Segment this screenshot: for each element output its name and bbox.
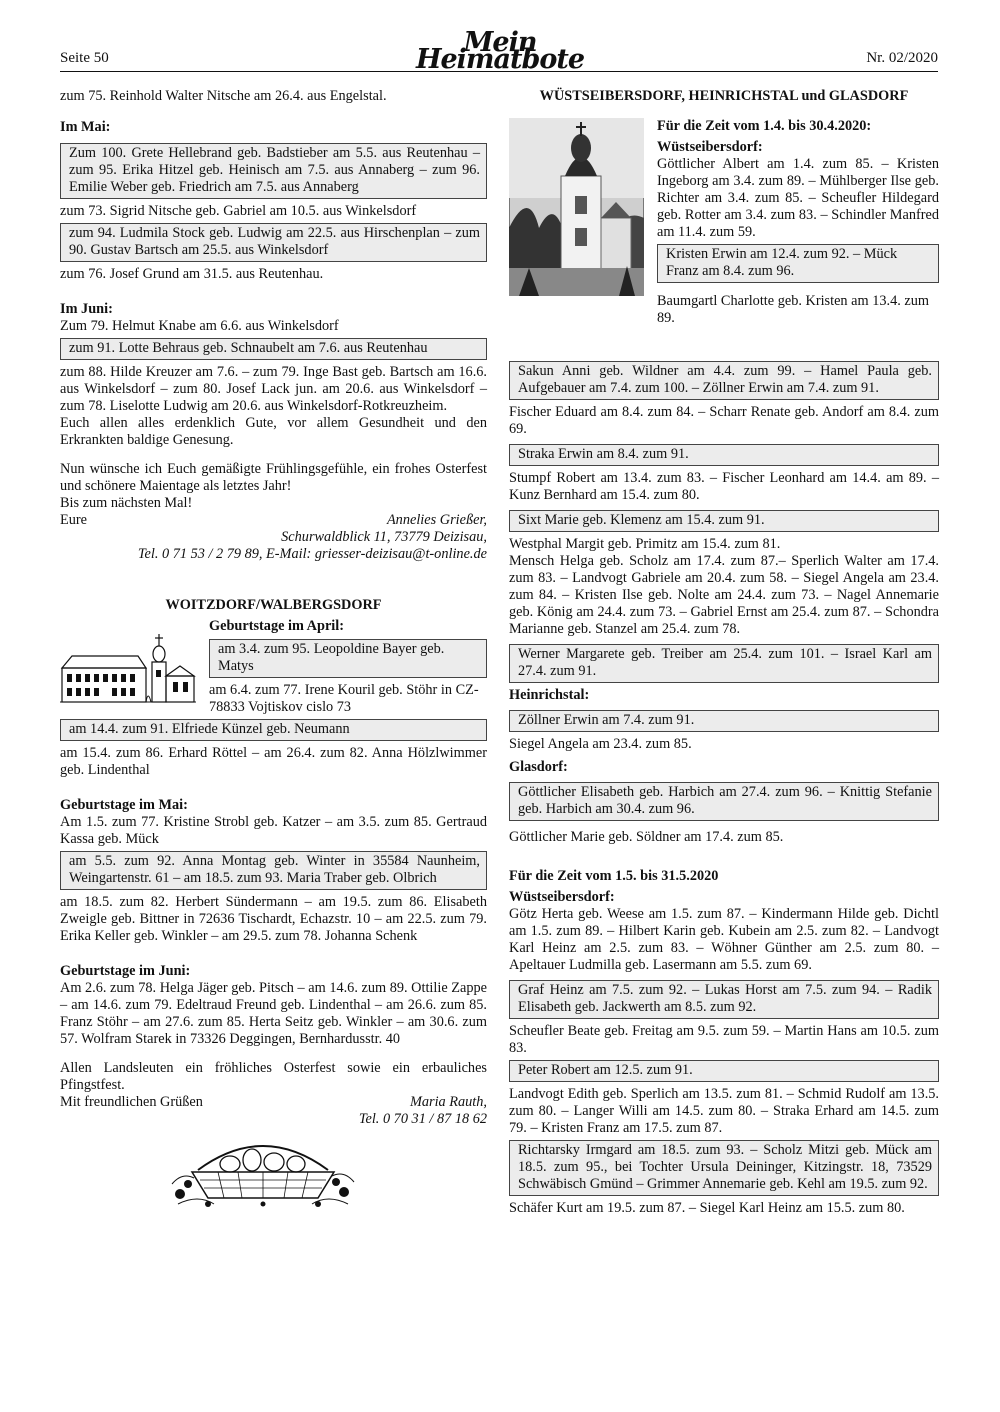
may-box-1: Zum 100. Grete Hellebrand geb. Badstieber am 5.5. aus Reutenhau – zum 95. Erika Hitzel geb. Heinisch am 7.5. aus Annaberg – zum 96. Emilie Weber geb. Friedrich am 7.5. aus Annaberg bbox=[60, 143, 487, 199]
woitzdorf-illustration-block bbox=[60, 618, 487, 716]
woitzdorf-april-line-2: am 15.4. zum 86. Erhard Röttel – am 26.4. zum 82. Anna Hölzlwimmer geb. Lindenthal bbox=[60, 745, 487, 778]
may-line-4: Schäfer Kurt am 19.5. zum 87. – Siegel Karl Heinz am 15.5. zum 80. bbox=[509, 1200, 905, 1216]
may-box-2: zum 94. Ludmila Stock geb. Ludwig am 22.5. aus Hirschenplan – zum 90. Gustav Bartsch am 25.5. aus Winkelsdorf bbox=[60, 223, 487, 262]
woitzdorf-june-line: Am 2.6. zum 78. Helga Jäger geb. Pitsch – am 14.6. zum 89. Ottilie Zappe – am 14.6. zum 79. Edeltraud Freund geb. Lindenthal – am 26.6. zum 85. Franz Stöhr – am 27.6. zum 85. Herta Seitz geb. Winkler – am 30.6. zum 57. Wolfram Starek in 73326 Deggingen, Bernhardusstr. 40 bbox=[60, 980, 487, 1047]
may-period: Für die Zeit vom 1.5. bis 31.5.2020 bbox=[509, 868, 719, 884]
woitzdorf-may-box: am 5.5. zum 92. Anna Montag geb. Winter in 35584 Naunheim, Weingartenstr. 61 – am 18.5. zum 93. Maria Traber geb. Olbrich bbox=[60, 851, 487, 890]
glas-box: Göttlicher Elisabeth geb. Harbich am 27.4. zum 96. – Knittig Stefanie geb. Harbich am 30.4. zum 96. bbox=[509, 782, 939, 821]
church-photo-block bbox=[509, 118, 939, 358]
village-church-drawing bbox=[60, 632, 198, 704]
greeting: Mit freundlichen Grüßen bbox=[60, 1094, 203, 1110]
april-box-4: Sixt Marie geb. Klemenz am 15.4. zum 91. bbox=[509, 510, 939, 532]
wuest-label: Wüstseibersdorf: bbox=[657, 139, 763, 155]
may-box-1: Graf Heinz am 7.5. zum 92. – Lukas Horst am 7.5. zum 94. – Radik Elisabeth geb. Jackwerth am 8.5. zum 92. bbox=[509, 980, 939, 1019]
intro-line: zum 75. Reinhold Walter Nitsche am 26.4. aus Engelstal. bbox=[60, 88, 387, 104]
june-line-1: Zum 79. Helmut Knabe am 6.6. aus Winkelsdorf bbox=[60, 318, 339, 334]
easter-basket-drawing bbox=[168, 1128, 358, 1208]
eure: Eure bbox=[60, 512, 87, 528]
june-title: Im Juni: bbox=[60, 301, 113, 317]
glas-label: Glasdorf: bbox=[509, 759, 568, 775]
april-period: Für die Zeit vom 1.4. bis 30.4.2020: bbox=[657, 118, 872, 134]
heinrich-line: Siegel Angela am 23.4. zum 85. bbox=[509, 736, 692, 752]
may-box-3: Richtarsky Irmgard am 18.5. zum 93. – Scholz Mitzi geb. Mück am 18.5. zum 95., bei Tochter Ursula Deininger, Kitzingstr. 18, 73529 Schwäbisch Gmünd – Grimmer Annemarie geb. Kehl am 19.5. zum 92. bbox=[509, 1140, 939, 1196]
woitzdorf-june-title: Geburtstage im Juni: bbox=[60, 963, 191, 979]
may-line-2: Scheufler Beate geb. Freitag am 9.5. zum 59. – Martin Hans am 10.5. zum 83. bbox=[509, 1023, 939, 1056]
april-line-1: Göttlicher Albert am 1.4. zum 85. – Kristen Ingeborg am 3.4. zum 89. – Mühlberger Ilse geb. Richter am 3.4. zum 85. – Scheufler Hildegard geb. Rotter am 3.4. zum 83. – Schindler Manfred am 11.4. zum 59. bbox=[657, 156, 939, 240]
heinrich-label: Heinrichstal: bbox=[509, 687, 590, 703]
woitzdorf-may-title: Geburtstage im Mai: bbox=[60, 797, 188, 813]
woitzdorf-title: WOITZDORF/WALBERGSDORF bbox=[165, 597, 382, 613]
signature-name-1: Annelies Grießer, bbox=[386, 512, 487, 528]
april-line-5: Westphal Margit geb. Primitz am 15.4. zum 81. bbox=[509, 536, 781, 552]
signature-address-1: Schurwaldblick 11, 73779 Deizisau, bbox=[281, 529, 487, 545]
signature-contact-1: Tel. 0 71 53 / 2 79 89, E-Mail: griesser-deizisau@t-online.de bbox=[137, 546, 487, 562]
may-line-2: zum 76. Josef Grund am 31.5. aus Reutenhau. bbox=[60, 266, 324, 282]
april-line-4: Stumpf Robert am 13.4. zum 83. – Fischer Leonhard am 14.4. am 89. – Kunz Bernhard am 15.4. zum 80. bbox=[509, 470, 939, 503]
right-title: WÜSTSEIBERSDORF, HEINRICHSTAL und GLASDORF bbox=[539, 88, 909, 104]
april-box-1: Kristen Erwin am 12.4. zum 92. – Mück Franz am 8.4. zum 96. bbox=[657, 244, 939, 283]
may-title: Im Mai: bbox=[60, 119, 111, 135]
header-rule bbox=[60, 71, 938, 72]
signature-tel-2: Tel. 0 70 31 / 87 18 62 bbox=[358, 1111, 487, 1127]
left-column bbox=[60, 88, 487, 1208]
woitzdorf-april-box-2: am 14.4. zum 91. Elfriede Künzel geb. Neumann bbox=[60, 719, 487, 741]
may-box-2: Peter Robert am 12.5. zum 91. bbox=[509, 1060, 939, 1082]
may-line-1: zum 73. Sigrid Nitsche geb. Gabriel am 10.5. aus Winkelsdorf bbox=[60, 203, 417, 219]
glas-line: Göttlicher Marie geb. Söldner am 17.4. zum 85. bbox=[509, 829, 784, 845]
june-box-1: zum 91. Lotte Behraus geb. Schnaubelt am 7.6. aus Reutenhau bbox=[60, 338, 487, 360]
april-line-3: Fischer Eduard am 8.4. zum 84. – Scharr Renate geb. Andorf am 8.4. zum 69. bbox=[509, 404, 939, 437]
wishes: Euch allen alles erdenklich Gute, vor allem Gesundheit und den Erkrankten baldige Genesung. bbox=[60, 415, 487, 448]
page-number: Seite 50 bbox=[60, 50, 109, 66]
woitzdorf-may-line-2: am 18.5. zum 82. Herbert Sündermann – am 19.5. zum 86. Elisabeth Zweigle geb. Bittner in 72636 Tischardt, Echazstr. 10 – am 22.5. zum 79. Erika Keller geb. Winkler – am 29.5. zum 78. Johanna Schenk bbox=[60, 894, 487, 944]
april-line-6: Mensch Helga geb. Scholz am 17.4. zum 87.– Sperlich Walter am 17.4. zum 83. – Landvogt Gabriele am 20.4. zum 58. – Siegel Angela am 23.4. zum 84. – Kristen Ilse geb. Nolte am 24.4. zum 73. – Nagel Annemarie geb. König am 24.4. zum 73. – Gabriel Ernst am 25.4. zum 87. – Schondra Marianne geb. Stanzel am 25.4. zum 78. bbox=[509, 553, 939, 637]
woitzdorf-closing: Allen Landsleuten ein fröhliches Osterfest sowie ein erbauliches Pfingstfest. bbox=[60, 1060, 487, 1093]
woitzdorf-may-line-1: Am 1.5. zum 77. Kristine Strobl geb. Katzer – am 3.5. zum 85. Gertraud Kassa geb. Mück bbox=[60, 814, 487, 847]
april-line-2: Baumgartl Charlotte geb. Kristen am 13.4. zum 89. bbox=[657, 293, 929, 326]
may-wuest-label: Wüstseibersdorf: bbox=[509, 889, 615, 905]
issue-number: Nr. 02/2020 bbox=[866, 50, 938, 66]
signature-name-2: Maria Rauth, bbox=[409, 1094, 487, 1110]
may-line-3: Landvogt Edith geb. Sperlich am 13.5. zum 81. – Schmid Rudolf am 13.5. zum 80. – Langer Willi am 14.5. zum 80. – Straka Erhard am 14.5. zum 79. – Kristen Franz am 17.5. zum 87. bbox=[509, 1086, 939, 1136]
masthead-logo: Mein Heimatbote bbox=[415, 27, 585, 75]
may-line-1: Götz Herta geb. Weese am 1.5. zum 87. – Kindermann Hilde geb. Dichtl am 1.5. zum 89. – Hilbert Karin geb. Kubein am 2.5. zum 82. – Landvogt Karl Heinz am 2.5. zum 83. – Wöhner Günther am 2.5. zum 80. – Apeltauer Ludmilla geb. Lasermann am 5.5. zum 69. bbox=[509, 906, 939, 973]
april-box-3: Straka Erwin am 8.4. zum 91. bbox=[509, 444, 939, 466]
woitzdorf-april-title: Geburtstage im April: bbox=[209, 618, 345, 634]
june-paragraph: zum 88. Hilde Kreuzer am 7.6. – zum 79. Inge Bast geb. Bartsch am 16.6. aus Winkelsdorf – zum 80. Josef Lack jun. am 20.6. aus Winkelsdorf – zum 78. Liselotte Ludwig am 20.6. aus Winkelsdorf-Rotkreuzheim. bbox=[60, 364, 487, 414]
woitzdorf-april-line-1: am 6.4. zum 77. Irene Kouril geb. Stöhr in CZ-78833 Vojtiskov cislo 73 bbox=[209, 682, 479, 715]
april-box-2: Sakun Anni geb. Wildner am 4.4. zum 99. – Hamel Paula geb. Aufgebauer am 7.4. zum 100. – Zöllner Erwin am 7.4. zum 91. bbox=[509, 361, 939, 400]
heinrich-box: Zöllner Erwin am 7.4. zum 91. bbox=[509, 710, 939, 732]
woitzdorf-april-box-1: am 3.4. zum 95. Leopoldine Bayer geb. Matys bbox=[209, 639, 487, 678]
closing: Nun wünsche ich Euch gemäßigte Frühlingsgefühle, ein frohes Osterfest und schönere Maientage als letztes Jahr! bbox=[60, 461, 487, 494]
april-box-5: Werner Margarete geb. Treiber am 25.4. zum 101. – Israel Karl am 27.4. zum 91. bbox=[509, 644, 939, 683]
bye: Bis zum nächsten Mal! bbox=[60, 495, 193, 511]
church-photo bbox=[509, 118, 644, 296]
right-column bbox=[509, 88, 939, 1217]
